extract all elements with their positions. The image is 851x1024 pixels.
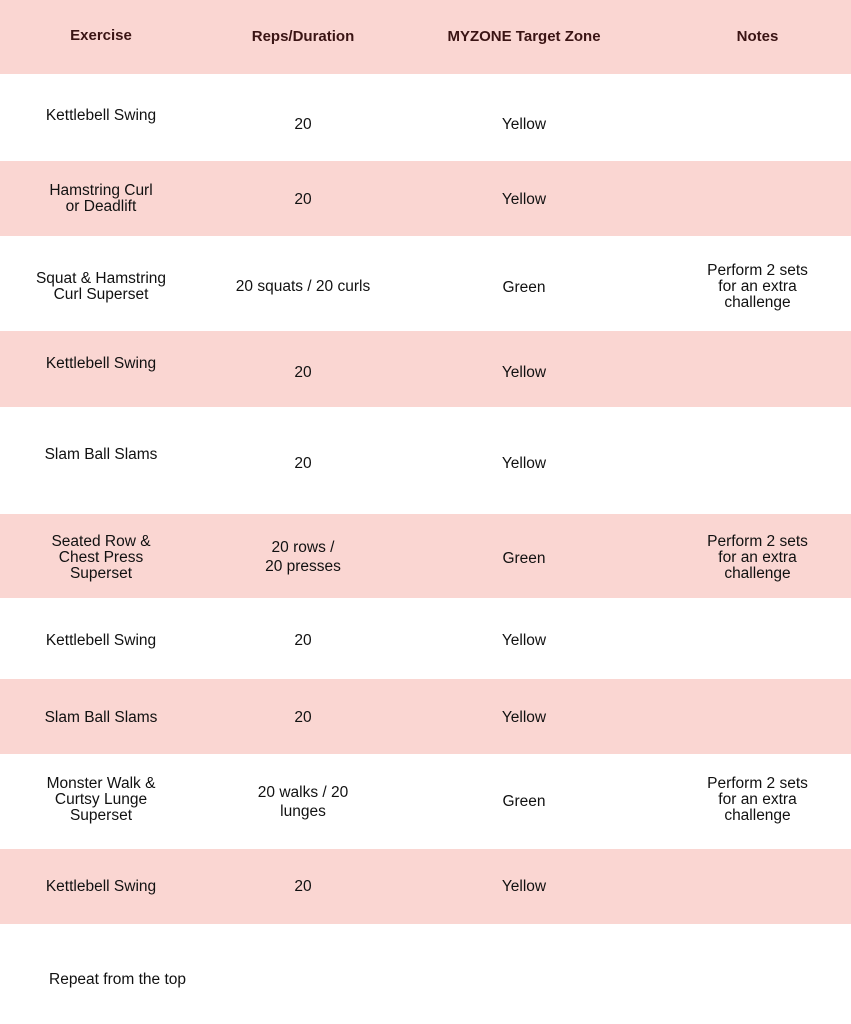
table-row — [0, 236, 851, 331]
reps-cell: 20 — [294, 632, 312, 649]
table-row — [0, 679, 851, 754]
reps-cell: 20 — [294, 116, 312, 133]
exercise-cell: Hamstring Curl or Deadlift — [49, 182, 153, 215]
notes-cell — [664, 407, 851, 514]
exercise-cell: Kettlebell Swing — [45, 355, 157, 372]
reps-cell: 20 squats / 20 curls — [235, 278, 371, 295]
table-row — [0, 407, 851, 514]
notes-cell: Perform 2 sets for an extra challenge — [707, 533, 808, 582]
table-row — [0, 598, 851, 679]
zone-cell: Yellow — [501, 709, 547, 726]
reps-cell: 20 — [294, 191, 312, 208]
zone-cell: Yellow — [501, 116, 547, 133]
notes-cell — [664, 679, 851, 754]
header-exercise: Exercise — [70, 27, 132, 44]
notes-cell — [664, 849, 851, 924]
exercise-cell: Slam Ball Slams — [44, 446, 158, 463]
notes-cell — [664, 161, 851, 236]
zone-cell: Yellow — [501, 191, 547, 208]
exercise-cell: Kettlebell Swing — [45, 632, 157, 649]
reps-cell: 20 walks / 20 lunges — [257, 784, 349, 820]
repeat-note: Repeat from the top — [49, 971, 186, 988]
exercise-cell: Kettlebell Swing — [45, 878, 157, 895]
header-reps: Reps/Duration — [251, 28, 355, 45]
table-row — [0, 849, 851, 924]
table-footer — [0, 924, 851, 1024]
exercise-cell: Monster Walk & Curtsy Lunge Superset — [46, 775, 156, 824]
zone-cell: Green — [502, 279, 546, 296]
exercise-cell: Squat & Hamstring Curl Superset — [35, 270, 167, 303]
zone-cell: Yellow — [501, 364, 547, 381]
exercise-cell: Kettlebell Swing — [45, 107, 157, 124]
notes-cell — [664, 331, 851, 407]
zone-cell: Green — [502, 550, 546, 567]
table-row — [0, 161, 851, 236]
exercise-cell: Slam Ball Slams — [44, 709, 158, 726]
reps-cell: 20 — [294, 364, 312, 381]
exercise-cell: Seated Row & Chest Press Superset — [51, 533, 151, 582]
zone-cell: Yellow — [501, 632, 547, 649]
reps-cell: 20 — [294, 709, 312, 726]
header-zone: MYZONE Target Zone — [447, 28, 601, 45]
zone-cell: Yellow — [501, 878, 547, 895]
notes-cell: Perform 2 sets for an extra challenge — [707, 262, 808, 311]
zone-cell: Yellow — [501, 455, 547, 472]
zone-cell: Green — [502, 793, 546, 810]
reps-cell: 20 — [294, 455, 312, 472]
table-row — [0, 331, 851, 407]
reps-cell: 20 — [294, 878, 312, 895]
header-notes: Notes — [736, 28, 779, 45]
table-row — [0, 514, 851, 598]
notes-cell — [664, 598, 851, 679]
notes-cell: Perform 2 sets for an extra challenge — [707, 775, 808, 824]
table-row — [0, 74, 851, 161]
table-header-row — [0, 0, 851, 74]
notes-cell — [664, 74, 851, 161]
reps-cell: 20 rows / 20 presses — [265, 539, 341, 575]
table-row — [0, 754, 851, 849]
